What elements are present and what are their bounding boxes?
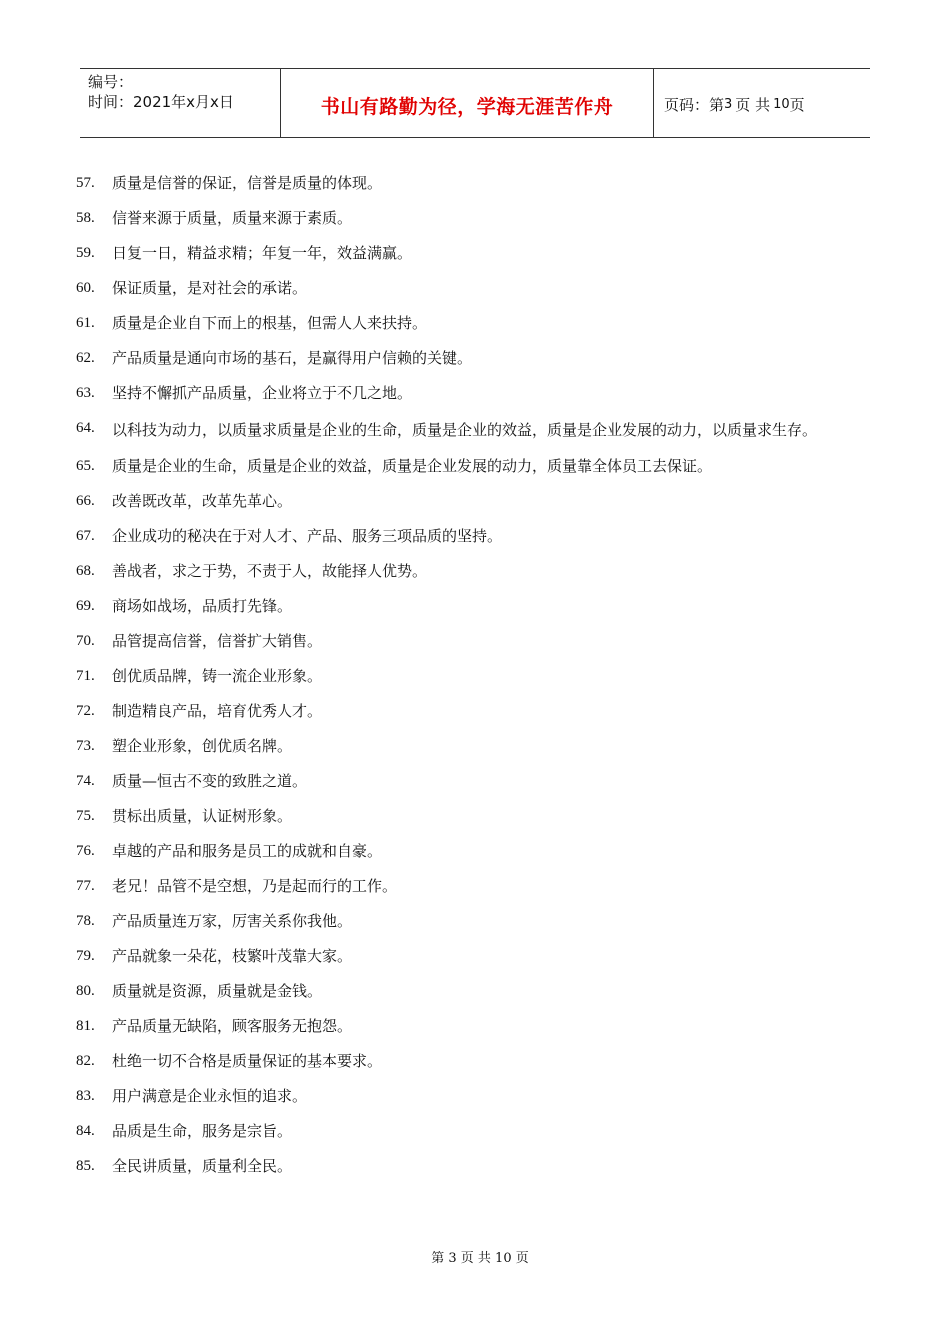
item-number: 83. — [76, 1088, 95, 1104]
list-item — [76, 624, 876, 659]
header-motto-cell — [281, 69, 654, 137]
item-text: 质量就是资源，质量就是金钱。 — [112, 982, 323, 1000]
item-text: 日复一日，精益求精；年复一年，效益满赢。 — [112, 244, 413, 262]
item-number: 71. — [76, 668, 95, 684]
item-text: 质量是信誉的保证，信誉是质量的体现。 — [112, 174, 383, 192]
page-prefix: 页码：第 — [664, 95, 725, 114]
item-text: 品质是生命，服务是宗旨。 — [112, 1122, 293, 1140]
page-mid: 页 共 — [735, 95, 771, 114]
item-text: 质量—恒古不变的致胜之道。 — [112, 772, 308, 790]
item-text: 产品质量无缺陷，顾客服务无抱怨。 — [112, 1017, 353, 1035]
page-footer: 第 3 页 共 10 页 — [431, 1251, 529, 1266]
item-text: 坚持不懈抓产品质量，企业将立于不几之地。 — [112, 384, 413, 402]
item-number: 67. — [76, 528, 95, 544]
slogan-list — [76, 166, 876, 1184]
item-text: 产品就象一朵花，枝繁叶茂靠大家。 — [112, 947, 353, 965]
item-number: 68. — [76, 563, 95, 579]
list-item — [76, 1149, 876, 1184]
item-text: 卓越的产品和服务是员工的成就和自豪。 — [112, 842, 383, 860]
item-text: 质量是企业的生命，质量是企业的效益，质量是企业发展的动力，质量靠全体员工去保证。 — [112, 457, 713, 475]
item-number: 82. — [76, 1053, 95, 1069]
item-number: 65. — [76, 458, 95, 474]
item-text: 塑企业形象，创优质名牌。 — [112, 737, 293, 755]
header-page-info — [654, 69, 870, 137]
list-item — [76, 974, 876, 1009]
item-number: 66. — [76, 493, 95, 509]
list-item — [76, 729, 876, 764]
item-number: 64. — [76, 420, 95, 436]
item-text: 善战者，求之于势，不责于人，故能择人优势。 — [112, 562, 428, 580]
item-text: 贯标出质量，认证树形象。 — [112, 807, 293, 825]
item-number: 62. — [76, 350, 95, 366]
list-item — [76, 1114, 876, 1149]
list-item — [76, 869, 876, 904]
list-item — [76, 659, 876, 694]
item-number: 81. — [76, 1018, 95, 1034]
item-text: 杜绝一切不合格是质量保证的基本要求。 — [112, 1052, 383, 1070]
item-number: 57. — [76, 175, 95, 191]
list-item — [76, 306, 876, 341]
list-item — [76, 834, 876, 869]
item-text: 产品质量连万家，厉害关系你我他。 — [112, 912, 353, 930]
item-text: 质量是企业自下而上的根基，但需人人来扶持。 — [112, 314, 428, 332]
item-number: 80. — [76, 983, 95, 999]
item-text: 用户满意是企业永恒的追求。 — [112, 1087, 308, 1105]
item-number: 63. — [76, 385, 95, 401]
item-number: 76. — [76, 843, 95, 859]
item-number: 60. — [76, 280, 95, 296]
list-item — [76, 589, 876, 624]
item-number: 58. — [76, 210, 95, 226]
list-item — [76, 271, 876, 306]
item-text: 企业成功的秘决在于对人才、产品、服务三项品质的坚持。 — [112, 527, 503, 545]
list-item — [76, 1009, 876, 1044]
item-number: 61. — [76, 315, 95, 331]
item-text: 制造精良产品，培育优秀人才。 — [112, 702, 323, 720]
list-item — [76, 411, 876, 449]
item-number: 79. — [76, 948, 95, 964]
list-item — [76, 799, 876, 834]
list-item — [76, 764, 876, 799]
list-item — [76, 201, 876, 236]
item-text: 改善既改革，改革先革心。 — [112, 492, 293, 510]
page-suffix: 页 — [789, 95, 805, 114]
item-number: 85. — [76, 1158, 95, 1174]
item-number: 84. — [76, 1123, 95, 1139]
list-item — [76, 554, 876, 589]
list-item — [76, 376, 876, 411]
list-item — [76, 341, 876, 376]
item-text: 商场如战场，品质打先锋。 — [112, 597, 293, 615]
item-number: 70. — [76, 633, 95, 649]
document-header — [80, 68, 870, 138]
list-item — [76, 236, 876, 271]
item-number: 78. — [76, 913, 95, 929]
list-item — [76, 1079, 876, 1114]
list-item — [76, 519, 876, 554]
item-text: 品管提高信誉，信誉扩大销售。 — [112, 632, 323, 650]
list-item — [76, 939, 876, 974]
header-meta — [80, 69, 281, 137]
item-number: 72. — [76, 703, 95, 719]
number-label: 编号： — [88, 73, 134, 91]
item-text: 以科技为动力，以质量求质量是企业的生命，质量是企业的效益，质量是企业发展的动力，以质量求生存。 — [112, 421, 818, 439]
page-current: 3 — [724, 96, 733, 112]
item-text: 产品质量是通向市场的基石，是赢得用户信赖的关键。 — [112, 349, 473, 367]
item-text: 保证质量，是对社会的承诺。 — [112, 279, 308, 297]
item-text: 老兄！品管不是空想，乃是起而行的工作。 — [112, 877, 398, 895]
header-motto: 书山有路勤为径，学海无涯苦作舟 — [320, 95, 614, 118]
item-number: 59. — [76, 245, 95, 261]
list-item — [76, 904, 876, 939]
page-total: 10 — [773, 96, 790, 112]
item-text: 全民讲质量，质量利全民。 — [112, 1157, 293, 1175]
list-item — [76, 694, 876, 729]
item-text: 创优质品牌，铸一流企业形象。 — [112, 667, 323, 685]
item-number: 69. — [76, 598, 95, 614]
time-label: 时间：2021年x月x日 — [88, 93, 234, 111]
item-number: 74. — [76, 773, 95, 789]
list-item — [76, 166, 876, 201]
list-item — [76, 449, 876, 484]
list-item — [76, 1044, 876, 1079]
item-text: 信誉来源于质量，质量来源于素质。 — [112, 209, 353, 227]
item-number: 73. — [76, 738, 95, 754]
list-item — [76, 484, 876, 519]
item-number: 77. — [76, 878, 95, 894]
item-number: 75. — [76, 808, 95, 824]
